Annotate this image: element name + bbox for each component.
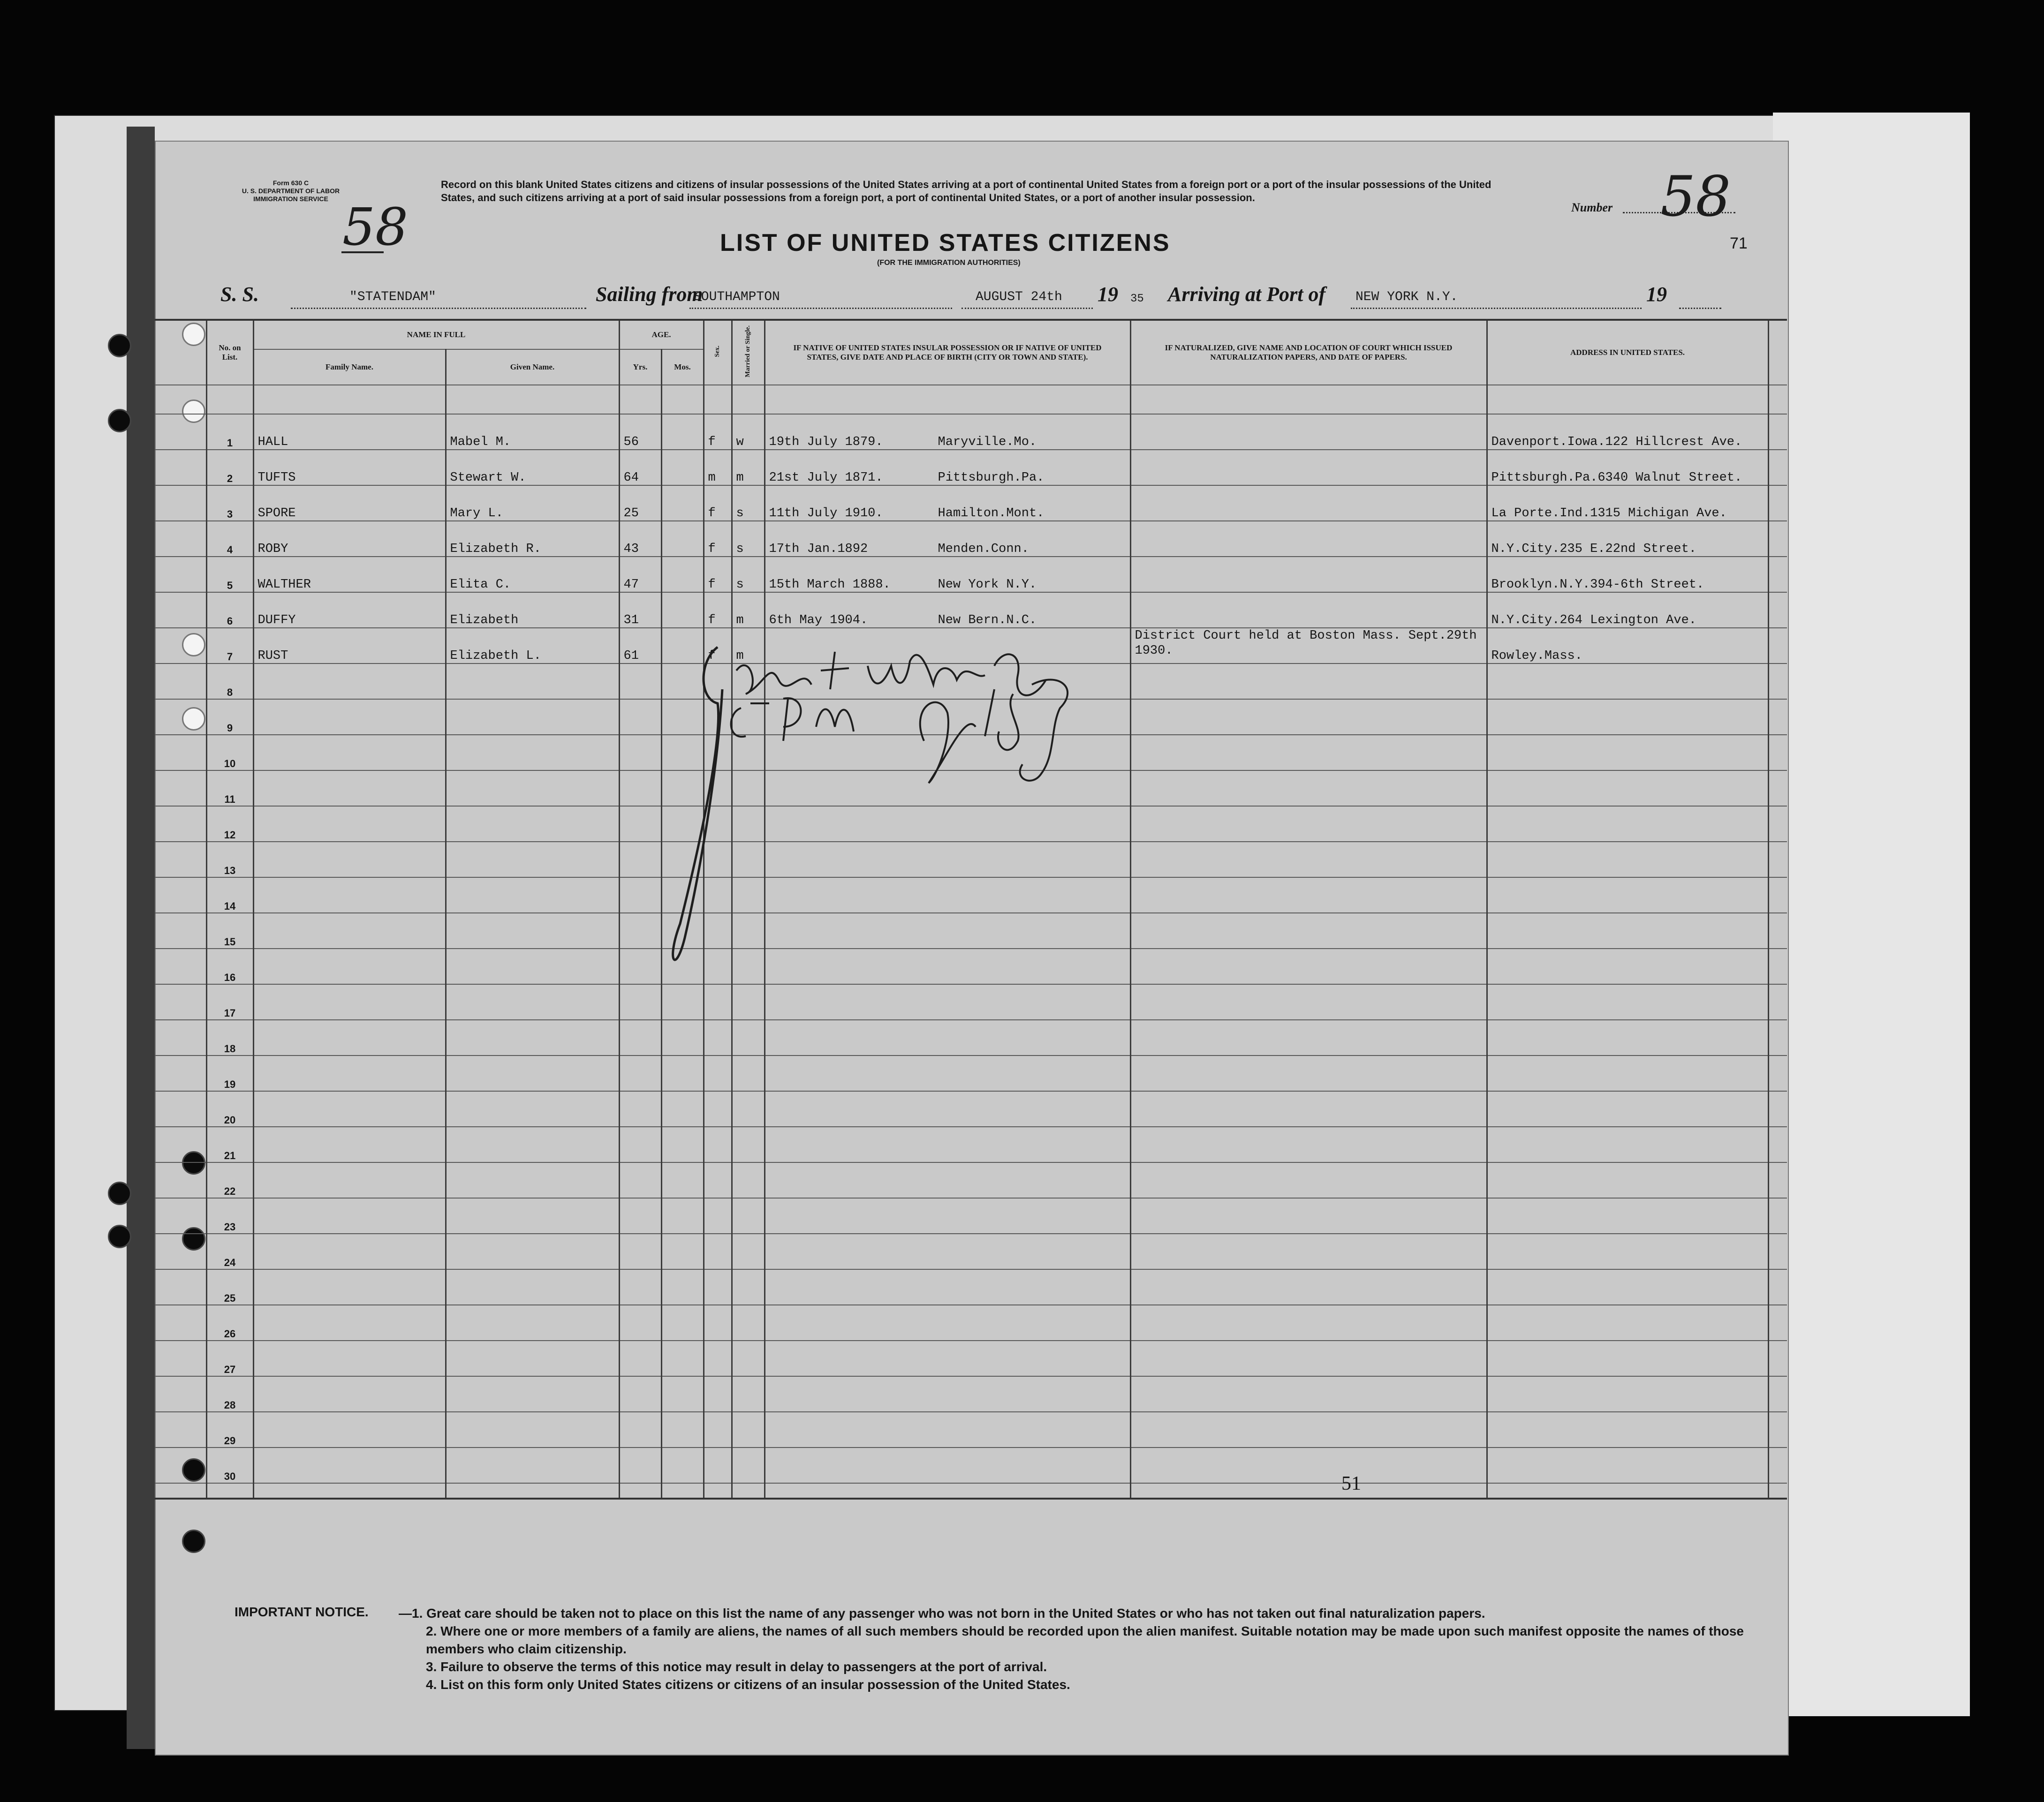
birth-date: 6th May 1904.: [769, 613, 868, 627]
inspector-signature: [647, 633, 1107, 971]
header-birth: IF NATIVE OF UNITED STATES INSULAR POSSESSION OR IF NATIVE OF UNITED STATES, GIVE DATE AND PLACE OF BIRTH (CITY OR TOWN AND STATE).: [765, 320, 1130, 385]
total-annotation: 51: [1341, 1473, 1361, 1494]
family-name: DUFFY: [253, 592, 446, 628]
punch-hole: [182, 1530, 205, 1553]
sex: f: [704, 592, 732, 628]
family-name: WALTHER: [253, 557, 446, 592]
binder-hole: [108, 409, 131, 432]
row-number: 11: [206, 770, 253, 806]
date-line: [961, 308, 1093, 309]
ship-name: "STATENDAM": [349, 290, 436, 304]
row-number: 4: [206, 521, 253, 557]
notice-item-3: 3. Failure to observe the terms of this notice may result in delay to passengers at the port of arrival.: [426, 1659, 1047, 1674]
sailing-date: AUGUST 24th: [976, 290, 1062, 304]
age-years: 64: [619, 450, 661, 485]
port-line: [1351, 308, 1642, 309]
birth-info: [765, 485, 1130, 521]
given-name: Elizabeth: [446, 592, 619, 628]
table-row: [155, 592, 1787, 628]
given-name: Stewart W.: [446, 450, 619, 485]
address: Pittsburgh.Pa.6340 Walnut Street.: [1487, 450, 1768, 485]
family-name: SPORE: [253, 485, 446, 521]
row-number: 7: [206, 628, 253, 663]
table-row-empty: [155, 1448, 1787, 1483]
age-years: 43: [619, 521, 661, 557]
header-naturalized: IF NATURALIZED, GIVE NAME AND LOCATION OF COURT WHICH ISSUED NATURALIZATION PAPERS, AND DATE OF PAPERS.: [1130, 320, 1487, 385]
row-number: 2: [206, 450, 253, 485]
table-row-empty: [155, 1412, 1787, 1448]
row-number: 22: [206, 1162, 253, 1198]
row-number: 8: [206, 663, 253, 699]
notice-item-4: 4. List on this form only United States citizens or citizens of an insular possession of the United States.: [426, 1677, 1070, 1692]
signature-scrawl: [647, 633, 1107, 971]
birth-place: New York N.Y.: [938, 578, 1037, 592]
form-department: U. S. DEPARTMENT OF LABOR: [242, 187, 340, 195]
page-title: LIST OF UNITED STATES CITIZENS: [720, 229, 1171, 256]
row-number: 21: [206, 1127, 253, 1162]
table-row-empty: [155, 984, 1787, 1020]
age-years: 61: [619, 628, 661, 663]
year-prefix: 19: [1098, 283, 1118, 306]
marital-status: m: [732, 628, 765, 663]
header-no-on-list: No. on List.: [206, 320, 253, 385]
table-row-empty: [155, 1198, 1787, 1234]
family-name: RUST: [253, 628, 446, 663]
family-name: ROBY: [253, 521, 446, 557]
birth-place: Maryville.Mo.: [938, 435, 1037, 449]
birth-place: Menden.Conn.: [938, 542, 1029, 556]
birth-date: 21st July 1871.: [769, 471, 883, 485]
page-binding-edge: [127, 127, 155, 1749]
row-number: 6: [206, 592, 253, 628]
given-name: Elizabeth L.: [446, 628, 619, 663]
row-number: 25: [206, 1269, 253, 1305]
given-name: Mabel M.: [446, 414, 619, 450]
age-years: 47: [619, 557, 661, 592]
address: Rowley.Mass.: [1487, 628, 1768, 663]
binder-hole: [108, 334, 131, 357]
arrival-year-line: [1679, 308, 1721, 309]
birth-info: [765, 557, 1130, 592]
given-name: Mary L.: [446, 485, 619, 521]
marital-status: w: [732, 414, 765, 450]
marital-status: m: [732, 592, 765, 628]
marital-status: s: [732, 557, 765, 592]
table-row: [155, 450, 1787, 485]
naturalization-info: [1130, 521, 1487, 557]
sex: f: [704, 628, 732, 663]
sex: f: [704, 557, 732, 592]
table-row-empty: [155, 1376, 1787, 1412]
notice-label: IMPORTANT NOTICE.: [235, 1605, 369, 1619]
row-number: 19: [206, 1056, 253, 1091]
age-months: [661, 521, 704, 557]
age-years: 56: [619, 414, 661, 450]
table-row-empty: [155, 1091, 1787, 1127]
age-months: [661, 450, 704, 485]
birth-info: [765, 450, 1130, 485]
table-row-empty: [155, 1056, 1787, 1091]
given-name: Elita C.: [446, 557, 619, 592]
birth-date: 17th Jan.1892: [769, 542, 868, 556]
marital-status: m: [732, 450, 765, 485]
age-years: 31: [619, 592, 661, 628]
row-number: 12: [206, 806, 253, 842]
sailing-label: Sailing from: [596, 283, 703, 306]
table-row: [155, 521, 1787, 557]
table-row-empty: [155, 1341, 1787, 1376]
row-number: 20: [206, 1091, 253, 1127]
naturalization-info: [1130, 414, 1487, 450]
row-number: 28: [206, 1376, 253, 1412]
header-mos: Mos.: [661, 349, 704, 385]
birth-date: 11th July 1910.: [769, 506, 883, 520]
number-label: Number: [1571, 201, 1613, 214]
age-months: [661, 414, 704, 450]
table-row-empty: [155, 1234, 1787, 1269]
age-months: [661, 485, 704, 521]
page-subtitle: (FOR THE IMMIGRATION AUTHORITIES): [877, 259, 1021, 267]
address: Brooklyn.N.Y.394-6th Street.: [1487, 557, 1768, 592]
header-yrs: Yrs.: [619, 349, 661, 385]
family-name: HALL: [253, 414, 446, 450]
birth-date: 15th March 1888.: [769, 578, 891, 592]
birth-place: Hamilton.Mont.: [938, 506, 1045, 520]
handwritten-number: 58: [1660, 164, 1731, 229]
row-number: 26: [206, 1305, 253, 1341]
row-number: 14: [206, 877, 253, 913]
sex: f: [704, 414, 732, 450]
row-number: 17: [206, 984, 253, 1020]
header-age: AGE.: [619, 320, 704, 349]
row-number: 1: [206, 414, 253, 450]
table-row-empty: [155, 1127, 1787, 1162]
row-number: 16: [206, 949, 253, 984]
table-row: [155, 414, 1787, 450]
marital-status: s: [732, 521, 765, 557]
binder-hole: [108, 1225, 131, 1248]
table-row: [155, 557, 1787, 592]
underlying-page: [1773, 113, 1970, 1716]
ship-line: [291, 308, 586, 309]
header-sex: Sex.: [704, 320, 732, 385]
notice-item-1: —1. Great care should be taken not to place on this list the name of any passenger who was not born in the United States or who has not taken out final naturalization papers.: [399, 1606, 1485, 1621]
important-notice: [399, 1605, 1745, 1694]
row-number: 5: [206, 557, 253, 592]
given-name: Elizabeth R.: [446, 521, 619, 557]
address: N.Y.City.235 E.22nd Street.: [1487, 521, 1768, 557]
address: La Porte.Ind.1315 Michigan Ave.: [1487, 485, 1768, 521]
row-number: 13: [206, 842, 253, 877]
age-months: [661, 592, 704, 628]
row-number: 24: [206, 1234, 253, 1269]
age-years: 25: [619, 485, 661, 521]
arrival-year-prefix: 19: [1646, 283, 1667, 306]
arriving-label: Arriving at Port of: [1168, 283, 1326, 306]
header-family-name: Family Name.: [253, 349, 446, 385]
list-number-underline: [341, 251, 384, 253]
sex: f: [704, 521, 732, 557]
age-months: [661, 557, 704, 592]
record-instructions: Record on this blank United States citizens and citizens of insular possessions of the United States arriving at a port of continental United States from a foreign port or a port of the insular possessions of the United States, and such citizens arriving at a port of said insular possessions from a foreign port, a port of continental United States, or a port of another insular possession.: [441, 179, 1491, 204]
row-number: 3: [206, 485, 253, 521]
birth-place: New Bern.N.C.: [938, 613, 1037, 627]
address: Davenport.Iowa.122 Hillcrest Ave.: [1487, 414, 1768, 450]
birth-info: [765, 592, 1130, 628]
page-number: 71: [1730, 234, 1748, 252]
marital-status: s: [732, 485, 765, 521]
table-row-empty: [155, 1020, 1787, 1056]
family-name: TUFTS: [253, 450, 446, 485]
row-number: 15: [206, 913, 253, 949]
row-number: 29: [206, 1412, 253, 1448]
naturalization-info: District Court held at Boston Mass. Sept.29th 1930.: [1130, 628, 1487, 663]
sex: f: [704, 485, 732, 521]
birth-info: [765, 521, 1130, 557]
row-number: 18: [206, 1020, 253, 1056]
arrival-port: NEW YORK N.Y.: [1355, 290, 1458, 304]
birth-date: 19th July 1879.: [769, 435, 883, 449]
sailing-from: SOUTHAMPTON: [693, 290, 780, 304]
table-row-empty: [155, 1162, 1787, 1198]
row-number: 27: [206, 1341, 253, 1376]
row-number: 9: [206, 699, 253, 735]
table-row-empty: [155, 1305, 1787, 1341]
table-row-empty: [155, 1269, 1787, 1305]
binder-hole: [108, 1182, 131, 1205]
form-service: IMMIGRATION SERVICE: [253, 195, 328, 203]
naturalization-info: [1130, 485, 1487, 521]
row-number: 10: [206, 735, 253, 770]
notice-item-2: 2. Where one or more members of a family are aliens, the names of all such members should be recorded upon the alien manifest. Suitable notation may be made upon such manifest opposite the names of those members who claim citizenship.: [426, 1624, 1744, 1656]
form-number: Form 630 C: [273, 179, 309, 187]
naturalization-info: [1130, 592, 1487, 628]
handwritten-list-number: 58: [342, 197, 408, 257]
table-row: [155, 485, 1787, 521]
naturalization-info: [1130, 557, 1487, 592]
sailing-line: [689, 308, 952, 309]
sex: m: [704, 450, 732, 485]
ss-label: S. S.: [220, 283, 259, 306]
birth-info: [765, 414, 1130, 450]
naturalization-info: [1130, 450, 1487, 485]
birth-place: Pittsburgh.Pa.: [938, 471, 1045, 485]
header-married-single: Married or Single.: [732, 320, 765, 385]
header-given-name: Given Name.: [446, 349, 619, 385]
row-number: 23: [206, 1198, 253, 1234]
year-suffix: 35: [1130, 293, 1144, 305]
address: N.Y.City.264 Lexington Ave.: [1487, 592, 1768, 628]
header-address: ADDRESS IN UNITED STATES.: [1487, 320, 1768, 385]
row-number: 30: [206, 1448, 253, 1483]
header-name-in-full: NAME IN FULL: [253, 320, 619, 349]
